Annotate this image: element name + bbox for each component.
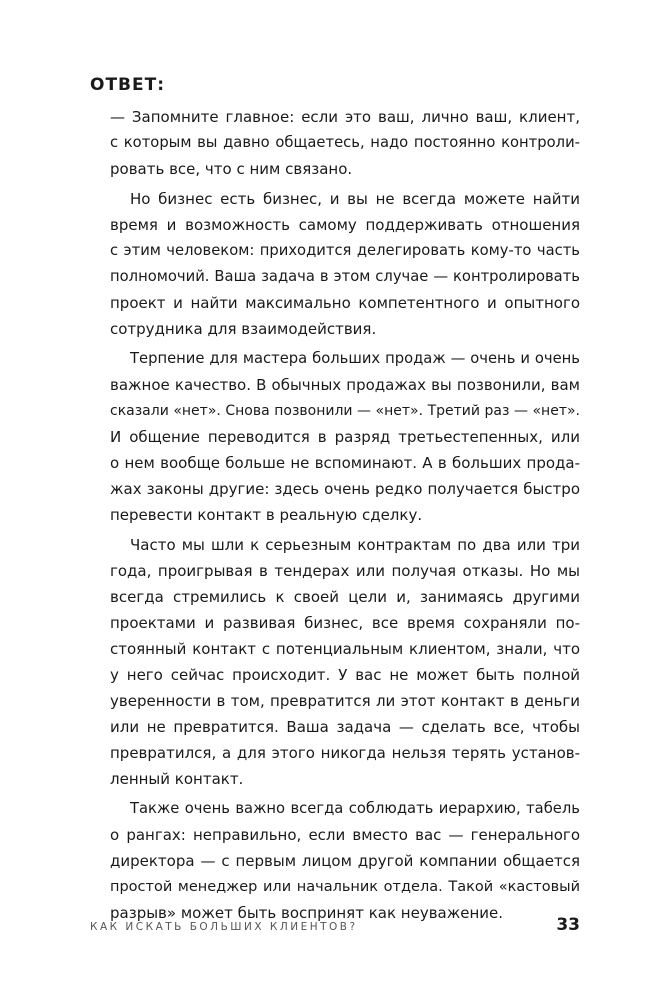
text-line: разрыв» может быть воспринят как неуважение. bbox=[110, 904, 504, 922]
paragraph bbox=[110, 796, 580, 926]
page-footer bbox=[90, 915, 580, 935]
text-line: о рангах: неправильно, если вместо вас — генерального bbox=[110, 826, 580, 844]
paragraph bbox=[110, 346, 580, 528]
text-line: И общение переводится в разряд третьестепенных, или bbox=[110, 428, 580, 446]
paragraph bbox=[110, 104, 580, 182]
text-line: превратился, а для этого никогда нельзя терять установ- bbox=[110, 744, 580, 762]
text-line: о нем вообще больше не вспоминают. А в больших прода- bbox=[110, 454, 580, 472]
text-line: простой менеджер или начальник отдела. Такой «кастовый bbox=[110, 879, 580, 895]
text-line: — Запомните главное: если это ваш, лично ваш, клиент, bbox=[110, 108, 580, 126]
paragraph bbox=[110, 532, 580, 792]
page-number: 33 bbox=[556, 915, 580, 935]
text-line: жах законы другие: здесь очень редко получается быстро bbox=[110, 480, 580, 498]
text-line: с этим человеком: приходится делегировать кому-то часть bbox=[110, 242, 580, 259]
text-line: ленный контакт. bbox=[110, 770, 244, 788]
text-body bbox=[110, 104, 580, 926]
text-line: уверенности в том, превратится ли этот контакт в деньги bbox=[110, 692, 580, 710]
text-line: Но бизнес есть бизнес, и вы не всегда можете найти bbox=[130, 190, 580, 208]
text-line: или не превратится. Ваша задача — сделать все, чтобы bbox=[110, 718, 580, 736]
paragraph bbox=[110, 186, 580, 342]
running-head: КАК ИСКАТЬ БОЛЬШИХ КЛИЕНТОВ? bbox=[90, 921, 358, 933]
text-line: сотрудника для взаимодействия. bbox=[110, 320, 377, 338]
text-line: года, проигрывая в тендерах или получая отказы. Но мы bbox=[110, 562, 580, 580]
text-line: Часто мы шли к серьезным контрактам по два или три bbox=[130, 536, 580, 554]
text-line: перевести контакт в реальную сделку. bbox=[110, 506, 423, 524]
text-line: важное качество. В обычных продажах вы позвонили, вам bbox=[110, 376, 580, 394]
text-line: ровать все, что с ним связано. bbox=[110, 160, 353, 178]
page-body bbox=[90, 72, 580, 930]
text-line: Терпение для мастера больших продаж — очень и очень bbox=[130, 350, 580, 367]
text-line: стоянный контакт с потенциальным клиентом, знали, что bbox=[110, 640, 580, 658]
text-line: директора — с первым лицом другой компании общается bbox=[110, 852, 580, 870]
text-line: время и возможность самому поддерживать отношения bbox=[110, 216, 580, 234]
text-line: сказали «нет». Снова позвонили — «нет». Третий раз — «нет». bbox=[110, 403, 580, 419]
text-line: проект и найти максимально компетентного и опытного bbox=[110, 294, 580, 312]
text-line: Также очень важно всегда соблюдать иерархию, табель bbox=[130, 800, 580, 817]
answer-heading: ОТВЕТ: bbox=[90, 75, 166, 95]
text-line: у него сейчас происходит. У вас не может быть полной bbox=[110, 666, 580, 684]
text-line: проектами и развивая бизнес, все время сохраняли по- bbox=[110, 614, 580, 632]
text-line: всегда стремились к своей цели и, занимаясь другими bbox=[110, 588, 580, 606]
text-line: полномочий. Ваша задача в этом случае — контролировать bbox=[110, 268, 580, 285]
text-line: с которым вы давно общаетесь, надо постоянно контроли- bbox=[110, 134, 580, 151]
